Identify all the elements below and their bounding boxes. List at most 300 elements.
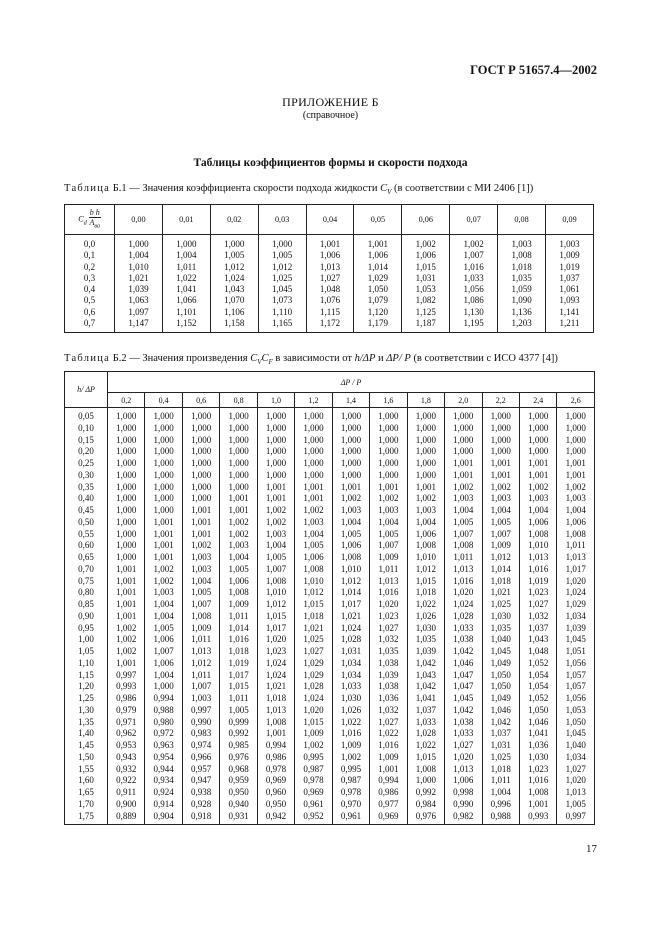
- row-key: 0,5: [65, 295, 115, 306]
- table-cell: 1,012: [295, 587, 332, 599]
- table-cell: 1,018: [257, 693, 294, 705]
- table-cell: 1,021: [115, 273, 163, 284]
- table-cell: 1,000: [182, 493, 219, 505]
- row-key: 0,10: [65, 423, 108, 435]
- table-cell: 1,001: [407, 482, 444, 494]
- table-cell: 1,000: [220, 470, 257, 482]
- table-row: [65, 693, 595, 705]
- table-cell: 1,020: [557, 576, 595, 588]
- table-cell: 1,054: [519, 681, 556, 693]
- table-cell: 1,009: [546, 250, 594, 261]
- table-cell: 1,063: [115, 295, 163, 306]
- row-key: 0,1: [65, 250, 115, 261]
- table-cell: 1,005: [332, 529, 369, 541]
- table-cell: 1,022: [407, 740, 444, 752]
- table-cell: 0,977: [370, 799, 407, 811]
- table-cell: 1,022: [407, 599, 444, 611]
- table-cell: 1,024: [210, 273, 258, 284]
- table-cell: 1,006: [354, 250, 402, 261]
- table-cell: 1,000: [445, 435, 482, 447]
- table-cell: 1,028: [332, 634, 369, 646]
- table-row: [65, 552, 595, 564]
- table-cell: 1,027: [370, 717, 407, 729]
- table-cell: 1,003: [332, 505, 369, 517]
- table-cell: 0,970: [332, 799, 369, 811]
- table-row: [65, 295, 594, 306]
- table-cell: 1,009: [295, 728, 332, 740]
- table1-corner-fraction: [89, 208, 101, 232]
- table-cell: 1,009: [482, 540, 519, 552]
- table-cell: 1,005: [182, 587, 219, 599]
- appendix-title: ПРИЛОЖЕНИЕ Б: [282, 95, 379, 109]
- table-cell: 1,003: [370, 505, 407, 517]
- table-cell: 1,006: [306, 250, 354, 261]
- table-cell: 1,038: [370, 681, 407, 693]
- table-cell: 1,040: [557, 740, 595, 752]
- table2-column-header: 2,2: [482, 393, 519, 408]
- table-cell: 0,918: [182, 811, 219, 825]
- table-cell: 1,014: [354, 262, 402, 273]
- table-cell: 1,026: [407, 611, 444, 623]
- table-cell: 1,049: [482, 658, 519, 670]
- table-cell: 0,944: [145, 764, 182, 776]
- table2-caption: [64, 353, 558, 366]
- row-key: 0,55: [65, 529, 108, 541]
- table-cell: 1,029: [295, 658, 332, 670]
- table-cell: 1,120: [354, 307, 402, 318]
- table-cell: 1,030: [482, 611, 519, 623]
- table-cell: 1,006: [145, 634, 182, 646]
- table-cell: 1,015: [402, 262, 450, 273]
- table2-column-header: 2,0: [445, 393, 482, 408]
- table-cell: 1,000: [108, 552, 145, 564]
- table-cell: 1,039: [557, 623, 595, 635]
- table-cell: 1,018: [498, 262, 546, 273]
- table-cell: 0,995: [332, 764, 369, 776]
- table-cell: 1,038: [370, 658, 407, 670]
- table-cell: 1,045: [445, 693, 482, 705]
- table-cell: 1,013: [445, 764, 482, 776]
- table-row: [65, 634, 595, 646]
- table-cell: 1,002: [332, 493, 369, 505]
- table-cell: 1,034: [332, 658, 369, 670]
- table-cell: 1,016: [450, 262, 498, 273]
- table1-column-header: 0,06: [402, 205, 450, 235]
- table-cell: 1,034: [557, 611, 595, 623]
- table-cell: 1,046: [482, 705, 519, 717]
- table-cell: 0,980: [145, 717, 182, 729]
- table-cell: 1,025: [295, 634, 332, 646]
- table2-column-header: 0,4: [145, 393, 182, 408]
- table-cell: 1,022: [370, 728, 407, 740]
- table-cell: 1,000: [257, 423, 294, 435]
- table-cell: 1,001: [482, 470, 519, 482]
- table-cell: 1,041: [407, 693, 444, 705]
- table-cell: 1,043: [210, 284, 258, 295]
- table-cell: 1,002: [482, 482, 519, 494]
- table-cell: 1,000: [145, 493, 182, 505]
- table-cell: 1,002: [332, 752, 369, 764]
- table-cell: 1,000: [295, 458, 332, 470]
- table-cell: 1,004: [370, 517, 407, 529]
- row-key: 1,20: [65, 681, 108, 693]
- table-cell: 1,012: [257, 599, 294, 611]
- table-cell: 1,004: [220, 552, 257, 564]
- row-key: 0,90: [65, 611, 108, 623]
- table-cell: 0,985: [220, 740, 257, 752]
- table-cell: 1,002: [557, 482, 595, 494]
- table-row: [65, 250, 594, 261]
- table-cell: 1,000: [145, 435, 182, 447]
- table-cell: 1,013: [182, 646, 219, 658]
- table-cell: 1,047: [445, 681, 482, 693]
- table-cell: 1,012: [182, 658, 219, 670]
- table-cell: 1,028: [295, 681, 332, 693]
- table-cell: 1,002: [108, 623, 145, 635]
- table-cell: 1,039: [370, 670, 407, 682]
- table-cell: 0,997: [182, 705, 219, 717]
- table-cell: 1,001: [557, 470, 595, 482]
- table-cell: 1,001: [108, 564, 145, 576]
- table-cell: 1,008: [445, 540, 482, 552]
- page-number: 17: [586, 843, 597, 855]
- table-row: [65, 505, 595, 517]
- row-key: 0,25: [65, 458, 108, 470]
- table-cell: 1,008: [407, 764, 444, 776]
- row-key: 1,75: [65, 811, 108, 825]
- table-cell: 1,013: [557, 787, 595, 799]
- table-cell: 1,000: [220, 435, 257, 447]
- table-cell: 0,976: [220, 752, 257, 764]
- section-title: Таблицы коэффициентов формы и скорости подхода: [193, 157, 468, 169]
- table-cell: 1,000: [182, 458, 219, 470]
- table-row: [65, 284, 594, 295]
- table-cell: 1,000: [257, 408, 294, 423]
- table-cell: 1,020: [557, 775, 595, 787]
- row-key: 0,7: [65, 318, 115, 333]
- table-cell: 1,013: [257, 705, 294, 717]
- table-row: [65, 540, 595, 552]
- table-cell: 1,002: [108, 646, 145, 658]
- table1-caption-text: Б.1 — Значения коэффициента скорости подхода жидкости: [110, 183, 381, 194]
- table-cell: 1,000: [519, 435, 556, 447]
- table-row: [65, 658, 595, 670]
- table-cell: 1,000: [407, 775, 444, 787]
- table-cell: 1,001: [354, 235, 402, 251]
- table-cell: 1,090: [498, 295, 546, 306]
- table-cell: 1,018: [482, 764, 519, 776]
- table-cell: 1,013: [519, 552, 556, 564]
- table-row: [65, 470, 595, 482]
- table-cell: 1,000: [220, 423, 257, 435]
- table-cell: 0,969: [295, 787, 332, 799]
- table-cell: 0,990: [182, 717, 219, 729]
- table-cell: 1,007: [482, 529, 519, 541]
- table-cell: 1,000: [182, 423, 219, 435]
- table2-caption-cv-sub: V: [257, 358, 262, 367]
- table1-corner-sub: d: [83, 220, 87, 227]
- row-key: 1,45: [65, 740, 108, 752]
- table-cell: 1,001: [519, 799, 556, 811]
- table-cell: 1,046: [445, 658, 482, 670]
- table-cell: 1,030: [332, 693, 369, 705]
- row-key: 1,35: [65, 717, 108, 729]
- table-cell: 1,005: [220, 705, 257, 717]
- table1-corner-den-letter: A: [89, 217, 95, 227]
- table-cell: 1,000: [482, 423, 519, 435]
- table-cell: 1,152: [162, 318, 210, 333]
- table-row: [65, 717, 595, 729]
- table-cell: 0,992: [220, 728, 257, 740]
- table-cell: 1,000: [370, 446, 407, 458]
- table-row: [65, 681, 595, 693]
- table-cell: 1,015: [220, 681, 257, 693]
- table-cell: 1,000: [370, 408, 407, 423]
- table-cell: 0,911: [108, 787, 145, 799]
- table-cell: 1,015: [257, 611, 294, 623]
- table-cell: 1,007: [182, 681, 219, 693]
- table-cell: 1,025: [482, 599, 519, 611]
- table-cell: 1,000: [108, 446, 145, 458]
- table-cell: 1,004: [407, 517, 444, 529]
- table-row: [65, 408, 595, 423]
- table-cell: 1,005: [258, 250, 306, 261]
- table-cell: 1,000: [108, 540, 145, 552]
- row-key: 0,30: [65, 470, 108, 482]
- table-cell: 0,969: [257, 775, 294, 787]
- table-cell: 1,000: [108, 482, 145, 494]
- table-cell: 1,043: [519, 634, 556, 646]
- table-cell: 1,002: [220, 529, 257, 541]
- table-cell: 1,211: [546, 318, 594, 333]
- table-cell: 0,994: [370, 775, 407, 787]
- table-cell: 1,000: [210, 235, 258, 251]
- table-cell: 1,051: [557, 646, 595, 658]
- table-cell: 1,008: [257, 717, 294, 729]
- table-cell: 1,002: [145, 576, 182, 588]
- appendix-heading: [0, 95, 661, 121]
- table-cell: 1,032: [370, 634, 407, 646]
- table-cell: 1,005: [482, 517, 519, 529]
- table-cell: 1,022: [162, 273, 210, 284]
- table-cell: 1,000: [332, 408, 369, 423]
- table-cell: 1,048: [306, 284, 354, 295]
- table-cell: 1,000: [519, 446, 556, 458]
- table-cell: 0,942: [257, 811, 294, 825]
- table-cell: 1,005: [210, 250, 258, 261]
- row-key: 0,50: [65, 517, 108, 529]
- table-cell: 1,020: [257, 634, 294, 646]
- table-cell: 1,165: [258, 318, 306, 333]
- row-key: 0,85: [65, 599, 108, 611]
- table-cell: 1,024: [257, 658, 294, 670]
- table-cell: 1,002: [445, 482, 482, 494]
- table-cell: 1,007: [370, 540, 407, 552]
- table1-column-header: 0,08: [498, 205, 546, 235]
- table-cell: 1,000: [519, 408, 556, 423]
- table-cell: 1,000: [370, 423, 407, 435]
- table-cell: 1,000: [407, 458, 444, 470]
- table-cell: 1,020: [370, 599, 407, 611]
- table-cell: 1,016: [519, 775, 556, 787]
- table-cell: 1,021: [332, 611, 369, 623]
- table-cell: 0,988: [145, 705, 182, 717]
- table-cell: 1,030: [407, 623, 444, 635]
- table-cell: 1,011: [182, 634, 219, 646]
- row-key: 0,75: [65, 576, 108, 588]
- table2-column-header: 0,6: [182, 393, 219, 408]
- table-cell: 0,922: [108, 775, 145, 787]
- table-cell: 1,014: [220, 623, 257, 635]
- table-cell: 1,031: [402, 273, 450, 284]
- table-cell: 1,003: [295, 517, 332, 529]
- table-cell: 1,001: [108, 611, 145, 623]
- table-cell: 1,003: [482, 493, 519, 505]
- table-cell: 1,010: [115, 262, 163, 273]
- table-cell: 1,001: [519, 458, 556, 470]
- table-cell: 1,115: [306, 307, 354, 318]
- table-cell: 0,969: [370, 811, 407, 825]
- table-cell: 0,938: [182, 787, 219, 799]
- table-cell: 1,021: [295, 623, 332, 635]
- table-cell: 0,976: [407, 811, 444, 825]
- table2-column-header: 1,8: [407, 393, 444, 408]
- table-cell: 1,000: [557, 423, 595, 435]
- row-key: 0,45: [65, 505, 108, 517]
- table-cell: 1,004: [145, 599, 182, 611]
- table-cell: 1,001: [306, 235, 354, 251]
- table2-column-header: 2,6: [557, 393, 595, 408]
- table-cell: 0,954: [145, 752, 182, 764]
- table-cell: 1,003: [445, 493, 482, 505]
- table-cell: 1,007: [182, 599, 219, 611]
- table-cell: 1,002: [295, 505, 332, 517]
- table-cell: 1,158: [210, 318, 258, 333]
- table-cell: 1,010: [407, 552, 444, 564]
- table-cell: 1,009: [370, 552, 407, 564]
- table-cell: 1,035: [498, 273, 546, 284]
- table-cell: 1,070: [210, 295, 258, 306]
- table-cell: 1,008: [557, 529, 595, 541]
- table-cell: 1,000: [295, 470, 332, 482]
- table1-header-row: [65, 205, 594, 235]
- table-cell: 1,000: [220, 408, 257, 423]
- table-cell: 0,982: [445, 811, 482, 825]
- table-cell: 1,039: [407, 646, 444, 658]
- table-cell: 1,024: [557, 587, 595, 599]
- table-cell: 1,053: [557, 705, 595, 717]
- table-cell: 1,000: [295, 423, 332, 435]
- table-cell: 1,005: [445, 517, 482, 529]
- table-cell: 1,004: [295, 529, 332, 541]
- table-cell: 1,001: [445, 458, 482, 470]
- table-cell: 1,000: [445, 423, 482, 435]
- table-cell: 1,012: [258, 262, 306, 273]
- table-cell: 1,006: [445, 775, 482, 787]
- table-cell: 1,009: [332, 740, 369, 752]
- table-cell: 1,003: [182, 564, 219, 576]
- table-cell: 0,940: [220, 799, 257, 811]
- table2-caption-cv: C: [250, 353, 258, 364]
- table-cell: 1,011: [162, 262, 210, 273]
- table-row: [65, 728, 595, 740]
- table-cell: 1,006: [295, 552, 332, 564]
- table-cell: 1,001: [332, 482, 369, 494]
- table-cell: 1,002: [182, 540, 219, 552]
- table-cell: 0,979: [108, 705, 145, 717]
- table-cell: 1,002: [402, 235, 450, 251]
- table-cell: 1,001: [108, 587, 145, 599]
- table-cell: 1,001: [445, 470, 482, 482]
- table-cell: 1,056: [557, 658, 595, 670]
- table-row: [65, 764, 595, 776]
- table-cell: 1,001: [295, 493, 332, 505]
- table-cell: 0,943: [108, 752, 145, 764]
- table-cell: 1,031: [482, 740, 519, 752]
- table-cell: 1,000: [407, 446, 444, 458]
- table2-column-header: 2,4: [519, 393, 556, 408]
- table-cell: 1,000: [182, 482, 219, 494]
- table-cell: 1,106: [210, 307, 258, 318]
- table-cell: 1,050: [482, 670, 519, 682]
- table-cell: 1,017: [220, 670, 257, 682]
- table-cell: 1,011: [220, 693, 257, 705]
- table-cell: 1,007: [257, 564, 294, 576]
- table-cell: 1,000: [482, 446, 519, 458]
- table-cell: 1,001: [108, 599, 145, 611]
- table-row: [65, 235, 594, 251]
- table-cell: 1,046: [519, 717, 556, 729]
- table-cell: 1,000: [145, 423, 182, 435]
- table-cell: 1,004: [445, 505, 482, 517]
- table-cell: 1,002: [407, 493, 444, 505]
- table-cell: 1,013: [370, 576, 407, 588]
- table-cell: 1,004: [162, 250, 210, 261]
- table-row: [65, 587, 595, 599]
- table1-caption-symbol: C: [380, 183, 388, 194]
- table-cell: 1,015: [295, 717, 332, 729]
- row-key: 1,25: [65, 693, 108, 705]
- table-cell: 1,031: [332, 646, 369, 658]
- table-cell: 1,056: [450, 284, 498, 295]
- table-cell: 1,048: [519, 646, 556, 658]
- table-cell: 1,002: [295, 740, 332, 752]
- table-cell: 0,993: [519, 811, 556, 825]
- table-cell: 1,005: [557, 799, 595, 811]
- table-cell: 0,997: [108, 670, 145, 682]
- table-cell: 1,000: [220, 482, 257, 494]
- table-cell: 1,004: [557, 505, 595, 517]
- row-key: 0,35: [65, 482, 108, 494]
- table-cell: 1,000: [332, 458, 369, 470]
- table-cell: 1,136: [498, 307, 546, 318]
- table-cell: 1,000: [370, 435, 407, 447]
- table-cell: 1,000: [445, 408, 482, 423]
- table-cell: 1,002: [108, 634, 145, 646]
- row-key: 1,00: [65, 634, 108, 646]
- table-cell: 1,000: [182, 446, 219, 458]
- table-cell: 1,041: [162, 284, 210, 295]
- table-cell: 1,006: [145, 658, 182, 670]
- table-cell: 1,025: [482, 752, 519, 764]
- product-coefficient-table: [64, 371, 595, 825]
- table-cell: 1,004: [182, 576, 219, 588]
- table1-body: [65, 235, 594, 333]
- row-key: 0,65: [65, 552, 108, 564]
- table-cell: 1,016: [332, 728, 369, 740]
- table-cell: 1,008: [182, 611, 219, 623]
- table-cell: 1,016: [445, 576, 482, 588]
